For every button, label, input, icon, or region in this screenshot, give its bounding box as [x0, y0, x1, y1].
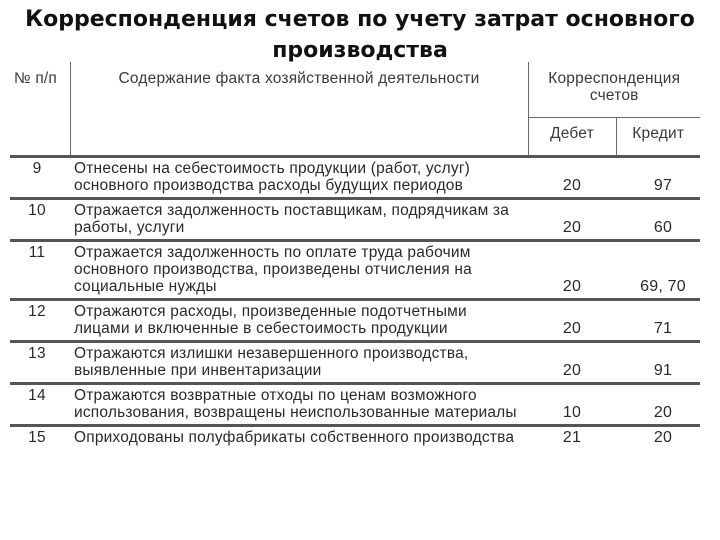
- row-number: 11: [28, 244, 46, 261]
- table-row: [10, 157, 700, 199]
- row-debit: 10: [562, 404, 582, 421]
- header-credit: Кредит: [616, 118, 700, 157]
- slide-title: Корреспонденция счетов по учету затрат основного производства: [25, 7, 695, 63]
- table-row: [10, 199, 700, 241]
- table-row: [10, 300, 700, 342]
- row-credit: 71: [653, 320, 673, 337]
- header-debit: Дебет: [528, 118, 616, 157]
- table-row: [10, 426, 700, 450]
- row-number: 12: [28, 303, 46, 320]
- header-content: Содержание факта хозяйственной деятельности: [70, 62, 528, 157]
- row-credit: 97: [653, 177, 673, 194]
- row-debit: 20: [562, 278, 582, 295]
- row-debit: 20: [562, 320, 582, 337]
- row-content: Отражаются возвратные отходы по ценам возможного использования, возвращены неиспользованные материалы: [74, 387, 517, 421]
- row-number: 14: [28, 387, 46, 404]
- row-content: Отражается задолженность по оплате труда рабочим основного производства, произведены отчисления на социальные нужды: [74, 244, 472, 295]
- row-debit: 21: [562, 429, 582, 446]
- correspondence-table: [10, 62, 700, 449]
- header-correspondence: Корреспонденция счетов: [528, 62, 700, 118]
- row-credit: 69, 70: [640, 278, 686, 295]
- row-number: 9: [32, 160, 42, 177]
- row-debit: 20: [562, 177, 582, 194]
- table-row: [10, 342, 700, 384]
- table-row: [10, 241, 700, 300]
- row-content: Оприходованы полуфабрикаты собственного производства: [74, 429, 515, 446]
- row-number: 10: [28, 202, 46, 219]
- row-credit: 20: [653, 429, 673, 446]
- row-credit: 20: [653, 404, 673, 421]
- row-credit: 60: [653, 219, 673, 236]
- table-row: [10, 384, 700, 426]
- row-content: Отражается задолженность поставщикам, подрядчикам за работы, услуги: [74, 202, 510, 236]
- header-number: № п/п: [10, 62, 70, 157]
- row-debit: 20: [562, 362, 582, 379]
- row-number: 15: [28, 429, 46, 446]
- row-debit: 20: [562, 219, 582, 236]
- row-number: 13: [28, 345, 46, 362]
- row-content: Отнесены на себестоимость продукции (работ, услуг) основного производства расходы будущих периодов: [74, 160, 471, 194]
- row-credit: 91: [653, 362, 673, 379]
- row-content: Отражаются излишки незавершенного производства, выявленные при инвентаризации: [74, 345, 469, 379]
- row-content: Отражаются расходы, произведенные подотчетными лицами и включенные в себестоимость продукции: [74, 303, 467, 337]
